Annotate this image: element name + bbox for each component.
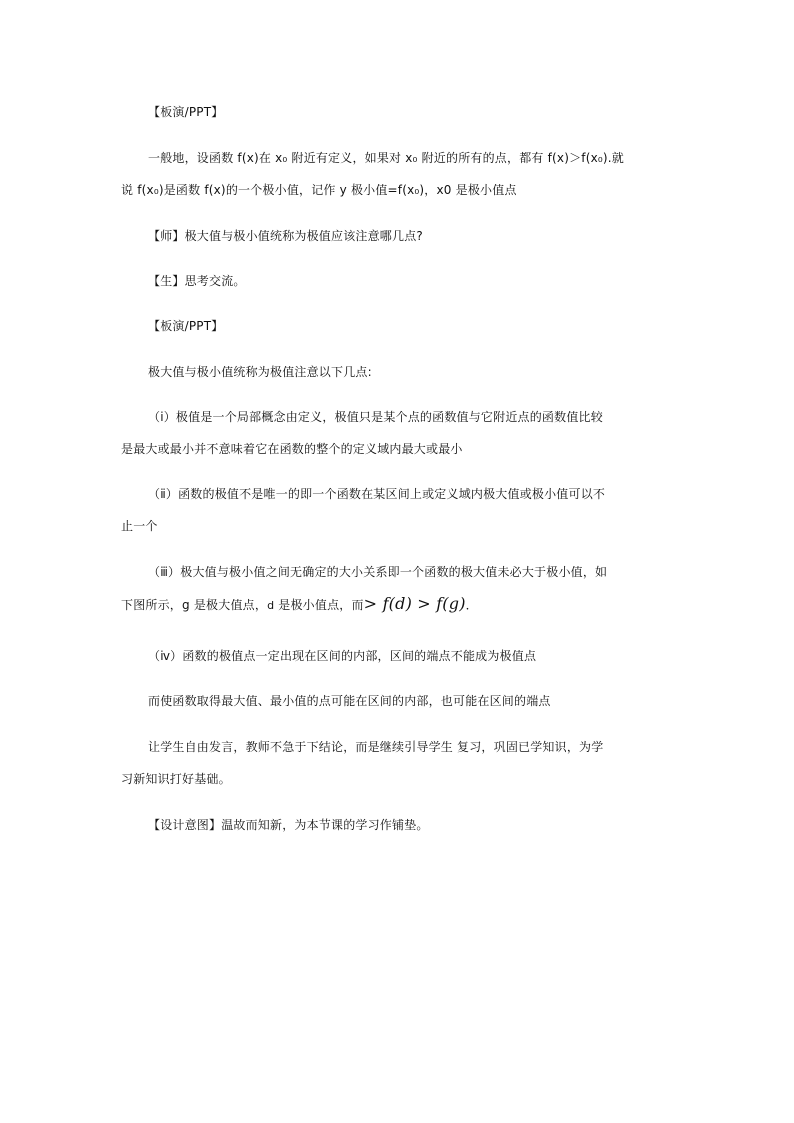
paragraph-line: 习新知识打好基础。	[121, 772, 231, 786]
list-item-line: 是最大或最小并不意味着它在函数的整个的定义域内最大或最小	[121, 442, 463, 456]
list-item-line: 止一个	[121, 519, 158, 533]
student-response: 【生】思考交流。	[148, 274, 246, 288]
text-segment: ．	[465, 598, 478, 612]
list-item-line: （ⅰ）极值是一个局部概念由定义，极值只是某个点的函数值与它附近点的函数值比较	[148, 410, 603, 424]
teacher-question: 【师】极大值与极小值统称为极值应该注意哪几点?	[148, 229, 423, 243]
point-d-label: d	[267, 599, 275, 612]
paragraph-line: 一般地，设函数 f(x)在 x₀ 附近有定义，如果对 x₀ 附近的所有的点，都有 f(x)＞f(x₀).就	[148, 151, 625, 165]
paragraph-line: 说 f(x₀)是函数 f(x)的一个极小值，记作 y 极小值=f(x₀)，x0 是极小值点	[121, 183, 517, 197]
text-segment: 是极小值点，而	[274, 598, 364, 612]
paragraph-line: 让学生自由发言，教师不急于下结论，而是继续引导学生 复习，巩固已学知识，为学	[148, 740, 604, 754]
text-segment: 下图所示，	[121, 598, 183, 612]
paragraph-line: 而使函数取得最大值、最小值的点可能在区间的内部，也可能在区间的端点	[148, 694, 551, 708]
paragraph-line: 极大值与极小值统称为极值注意以下几点:	[148, 365, 372, 379]
inequality-formula: > f(d) > f(g)	[363, 594, 466, 613]
section-heading: 【板演/PPT】	[148, 319, 224, 333]
list-item-line: （ⅳ）函数的极值点一定出现在区间的内部，区间的端点不能成为极值点	[148, 649, 537, 663]
list-item-line: （ⅱ）函数的极值不是唯一的即一个函数在某区间上或定义域内极大值或极小值可以不	[148, 487, 606, 501]
section-heading: 【板演/PPT】	[148, 105, 224, 119]
text-segment: 是极大值点，	[189, 598, 268, 612]
list-item-line-with-formula	[121, 596, 478, 614]
list-item-line: （ⅲ）极大值与极小值之间无确定的大小关系即一个函数的极大值未必大于极小值，如	[148, 565, 608, 579]
point-g-label: g	[182, 598, 190, 612]
design-intent: 【设计意图】温故而知新，为本节课的学习作铺垫。	[148, 818, 429, 832]
